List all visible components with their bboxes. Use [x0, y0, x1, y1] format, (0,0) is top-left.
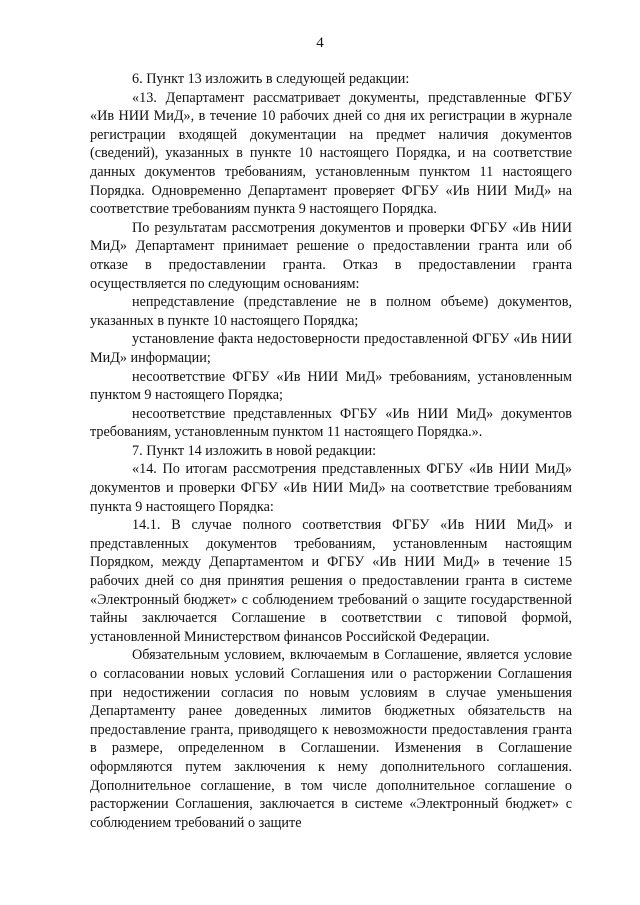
paragraph-mandatory-condition: Обязательным условием, включаемым в Соглашение, является условие о согласовании новых условий Соглашения или о расторжении Соглашения при недостижении согласия по новым условиям в случае уменьшения Департаменту ранее доведенных лимитов бюджетных обязательств на предоставление гранта, приводящего к невозможности предоставления гранта в размере, определенном в Соглашении. Изменения в Соглашение оформляются путем заключения к нему дополнительного соглашения. Дополнительное соглашение, в том числе дополнительное соглашение о расторжении Соглашения, заключается в системе «Электронный бюджет» с соблюдением требований о защите: [90, 647, 572, 831]
paragraph-item-7-heading: 7. Пункт 14 изложить в новой редакции:: [132, 442, 377, 459]
paragraph-point-13: «13. Департамент рассматривает документы, представленные ФГБУ «Ив НИИ МиД», в течение 10 рабочих дней со дня их регистрации в журнале регистрации входящей документации на предмет наличия документов (сведений), указанных в пункте 10 настоящего Порядка, и на соответствие данных документов требованиям, установленным пунктом 11 настоящего Порядка. Одновременно Департамент проверяет ФГБУ «Ив НИИ МиД» на соответствие требованиям пункта 9 настоящего Порядка.: [90, 89, 572, 218]
paragraph-item-6-heading: 6. Пункт 13 изложить в следующей редакции:: [132, 71, 410, 87]
paragraph-refusal-ground-2: установление факта недостоверности предоставленной ФГБУ «Ив НИИ МиД» информации;: [90, 331, 572, 366]
paragraph-refusal-ground-4: несоответствие представленных ФГБУ «Ив НИИ МиД» документов требованиям, установленным пунктом 11 настоящего Порядка.».: [90, 405, 572, 441]
page-number: 4: [316, 35, 324, 51]
paragraph-review-results: По результатам рассмотрения документов и проверки ФГБУ «Ив НИИ МиД» Департамент принимает решение о предоставлении гранта или об отказе в предоставлении гранта. Отказ в предоставлении гранта осуществляется по следующим основаниям:: [90, 219, 572, 292]
paragraph-refusal-ground-3: несоответствие ФГБУ «Ив НИИ МиД» требованиям, установленным пунктом 9 настоящего Порядка;: [90, 368, 572, 404]
paragraph-point-14-1: 14.1. В случае полного соответствия ФГБУ «Ив НИИ МиД» и представленных документов требованиям, установленным настоящим Порядком, между Департаментом и ФГБУ «Ив НИИ МиД» в течение 15 рабочих дней со дня принятия решения о предоставлении гранта в системе «Электронный бюджет» с соблюдением требований о защите государственной тайны заключается Соглашение в соответствии с типовой формой, установленной Министерством финансов Российской Федерации.: [90, 517, 572, 645]
paragraph-point-14: «14. По итогам рассмотрения представленных ФГБУ «Ив НИИ МиД» документов и проверки ФГБУ «Ив НИИ МиД» на соответствие требованиям пункта 9 настоящего Порядка:: [90, 461, 572, 515]
paragraph-refusal-ground-1: непредставление (представление не в полном объеме) документов, указанных в пункте 10 настоящего Порядка;: [90, 294, 572, 329]
document-body: [90, 70, 572, 832]
